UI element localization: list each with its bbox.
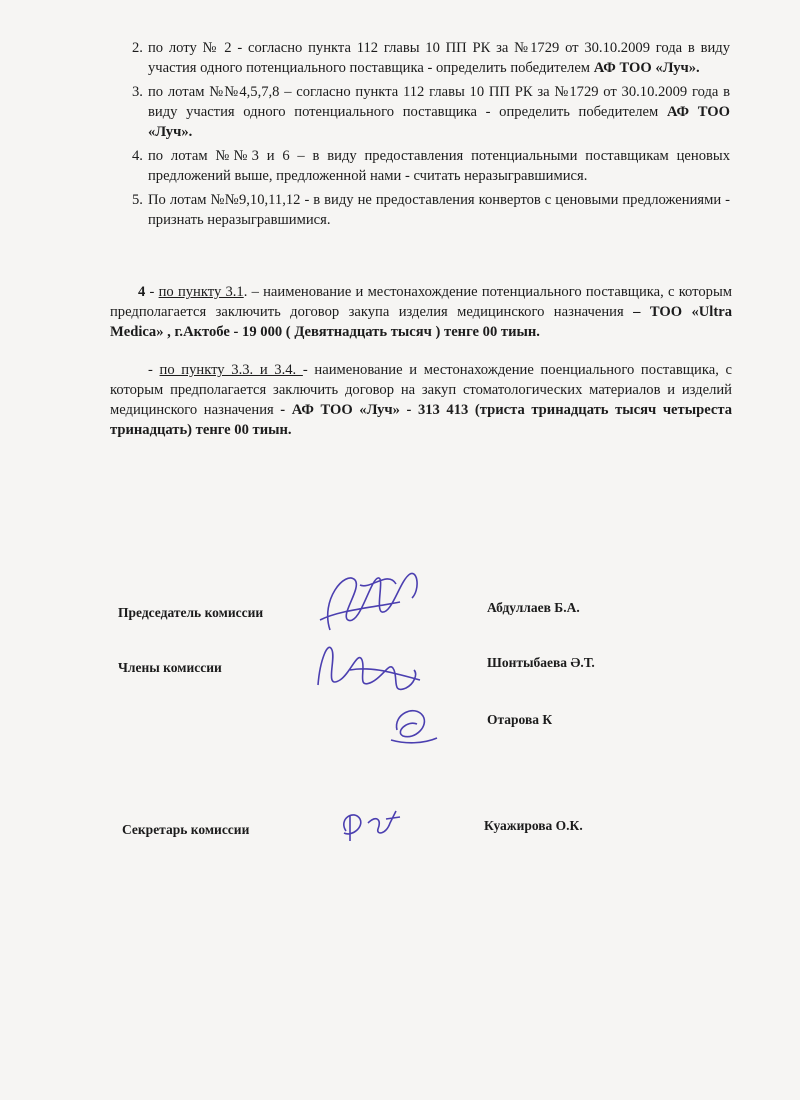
paragraph-text: - наименование и местонахождение поенциального поставщика, с которым предполагается заключить договор на закуп стоматологических материалов и изделий медицинского назначения (110, 362, 732, 418)
decision-list (110, 38, 730, 234)
item-bold-text: АФ ТОО «Луч». (593, 60, 700, 76)
paragraph-reference: по пункту 3.1 (158, 284, 244, 300)
chair-signature (300, 560, 440, 640)
paragraph-text: . – наименование и местонахождение потенциального поставщика, с которым предполагается заключить договор закупа изделия медицинского назначения (110, 284, 732, 320)
item-text: по лоту № 2 - согласно пункта 112 главы 10 ПП РК за №1729 от 30.10.2009 года в виду участия одного потенциального поставщика - определить победителем (148, 40, 730, 76)
item-number: 4. (132, 148, 143, 164)
paragraph-reference: по пункту 3.3. и 3.4. (159, 362, 303, 378)
secretary-label: Секретарь комиссии (122, 822, 250, 837)
list-item (110, 146, 730, 186)
item-number: 5. (132, 192, 143, 208)
paragraph-dash: - (148, 362, 160, 378)
item-text: по лотам №№3 и 6 – в виду предоставления потенциальными поставщикам ценовых предложений выше, предложенной нами - считать неразыгравшимися. (148, 148, 730, 184)
list-item (110, 38, 730, 78)
list-item (110, 82, 730, 142)
secretary-name: Куажирова О.К. (484, 818, 583, 833)
members-label: Члены комиссии (118, 660, 222, 675)
paragraph-bold-text: - АФ ТОО «Луч» - 313 413 (триста тринадцать тысяч четыреста тринадцать) тенге 00 тиын. (110, 402, 732, 438)
member-name: Отарова К (487, 712, 553, 727)
paragraph-bold-text: – ТОО «Ultra Medica» , г.Актобе - 19 000 ( Девятнадцать тысяч ) тенге 00 тиын. (110, 304, 733, 340)
paragraph-point-3-3 (110, 360, 732, 440)
item-number: 2. (132, 40, 143, 56)
chair-label: Председатель комиссии (118, 605, 264, 620)
item-number: 3. (132, 84, 143, 100)
paragraph-dash: - (145, 284, 159, 300)
member-name: Шонтыбаева Ә.Т. (487, 655, 595, 670)
paragraph-point-3-1 (110, 282, 732, 342)
chair-name: Абдуллаев Б.А. (487, 600, 580, 615)
item-bold-text: АФ ТОО «Луч». (148, 104, 731, 140)
item-text: По лотам №№9,10,11,12 - в виду не предоставления конвертов с ценовыми предложениями - признать неразыгравшимися. (148, 192, 730, 228)
member-signature (385, 700, 445, 748)
item-text: по лотам №№4,5,7,8 – согласно пункта 112 главы 10 ПП РК за №1729 от 30.10.2009 года в виду участия одного потенциального поставщика - определить победителем (148, 84, 730, 120)
paragraph-number: 4 (138, 284, 146, 300)
list-item (110, 190, 730, 230)
member-signature (310, 630, 450, 700)
secretary-signature (330, 805, 410, 845)
